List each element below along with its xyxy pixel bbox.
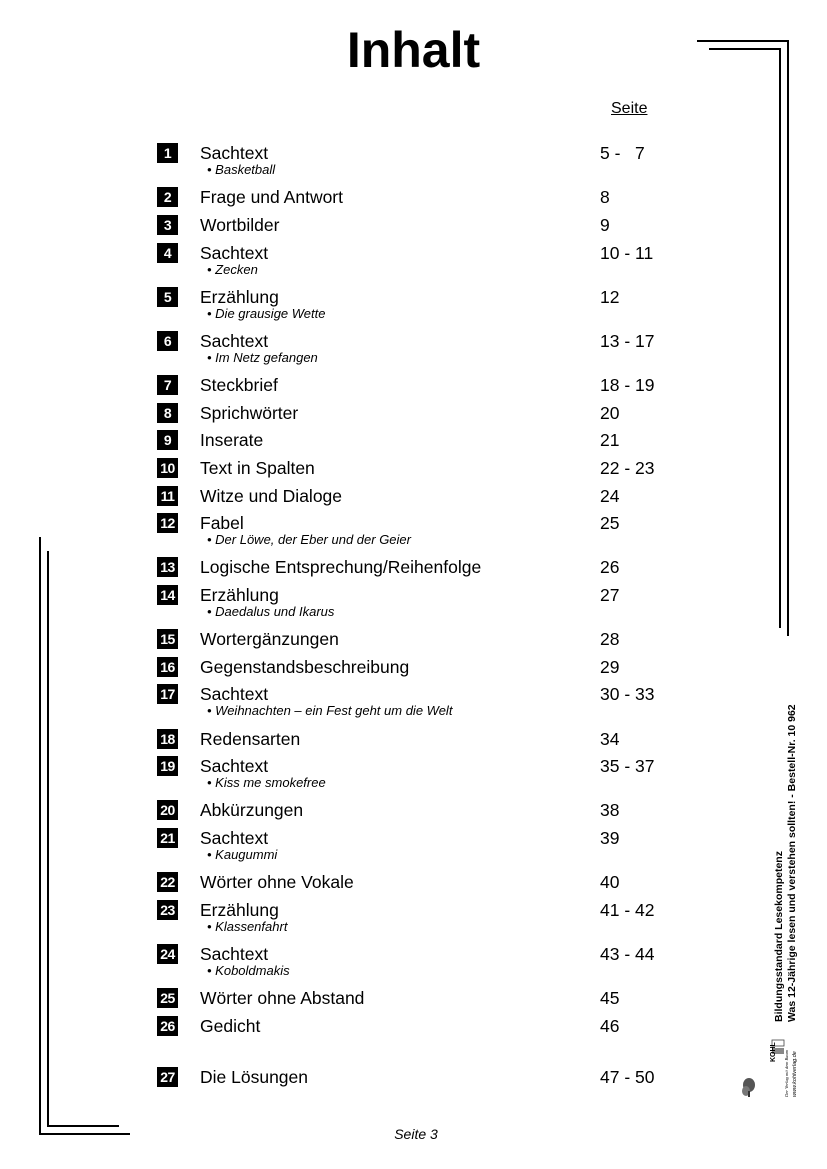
chapter-topic: Frage und Antwort (200, 187, 343, 207)
chapter-subtitle: • Daedalus und Ikarus (207, 604, 335, 619)
toc-entry (0, 430, 827, 460)
chapter-topic: Fabel (200, 513, 244, 533)
toc-entry (0, 657, 827, 687)
toc-entry (0, 756, 827, 790)
chapter-subtitle: • Weihnachten – ein Fest geht um die Welt (207, 703, 453, 718)
chapter-topic: Wörter ohne Abstand (200, 988, 365, 1008)
vertical-book-info (773, 704, 799, 1022)
chapter-pages: 34 (600, 729, 620, 749)
toc-entry (0, 187, 827, 217)
book-title-line: Bildungsstandard Lesekompetenz (773, 851, 785, 1022)
chapter-subtitle: • Im Netz gefangen (207, 350, 318, 365)
book-subtitle-line: Was 12-Jährige lesen und verstehen sollten! - Bestell-Nr. 10 962 (786, 704, 798, 1022)
toc-entry (0, 331, 827, 365)
toc-entry (0, 243, 827, 277)
toc-entry (0, 828, 827, 862)
chapter-pages: 40 (600, 872, 620, 892)
chapter-number-badge: 25 (157, 988, 178, 1008)
chapter-pages: 43 - 44 (600, 944, 655, 964)
chapter-number-badge: 24 (157, 944, 178, 964)
chapter-pages: 38 (600, 800, 620, 820)
chapter-number-badge: 12 (157, 513, 178, 533)
chapter-number-badge: 9 (157, 430, 178, 450)
toc-entry (0, 143, 827, 177)
toc-entry (0, 486, 827, 516)
chapter-number-badge: 20 (157, 800, 178, 820)
toc-entry (0, 944, 827, 978)
chapter-topic: Gegenstandsbeschreibung (200, 657, 410, 677)
chapter-subtitle: • Klassenfahrt (207, 919, 288, 934)
chapter-topic: Sachtext (200, 143, 269, 163)
frame-left-outer (39, 537, 41, 1135)
chapter-pages: 35 - 37 (600, 756, 655, 776)
chapter-pages: 47 - 50 (600, 1067, 655, 1087)
chapter-topic: Sachtext (200, 331, 269, 351)
chapter-pages: 10 - 11 (600, 243, 654, 263)
pages-column-header: Seite (611, 100, 648, 117)
chapter-topic: Erzählung (200, 287, 279, 307)
chapter-pages: 12 (600, 287, 620, 307)
chapter-number-badge: 16 (157, 657, 178, 677)
chapter-topic: Wortergänzungen (200, 629, 339, 649)
toc-entry (0, 458, 827, 488)
chapter-topic: Steckbrief (200, 375, 278, 395)
toc-entry (0, 684, 827, 718)
chapter-pages: 41 - 42 (600, 900, 655, 920)
publisher-url: www.kohlverlag.de (792, 1051, 798, 1097)
chapter-subtitle: • Kaugummi (207, 847, 278, 862)
chapter-topic: Redensarten (200, 729, 301, 749)
chapter-topic: Die Lösungen (200, 1067, 308, 1087)
toc-entry (0, 215, 827, 245)
chapter-topic: Inserate (200, 430, 264, 450)
chapter-topic: Witze und Dialoge (200, 486, 343, 506)
chapter-pages: 46 (600, 1016, 620, 1036)
chapter-number-badge: 27 (157, 1067, 178, 1087)
chapter-topic: Erzählung (200, 585, 279, 605)
chapter-subtitle: • Die grausige Wette (207, 306, 326, 321)
chapter-number-badge: 1 (157, 143, 178, 163)
toc-entry (0, 557, 827, 587)
chapter-subtitle: • Basketball (207, 162, 276, 177)
chapter-number-badge: 10 (157, 458, 178, 478)
toc-entry (0, 513, 827, 547)
chapter-topic: Sachtext (200, 756, 269, 776)
frame-top-right-inner (709, 48, 781, 50)
chapter-number-badge: 21 (157, 828, 178, 848)
chapter-pages: 29 (600, 657, 620, 677)
chapter-topic: Wörter ohne Vokale (200, 872, 354, 892)
toc-entry (0, 1016, 827, 1046)
toc-entry (0, 800, 827, 830)
toc-entry (0, 900, 827, 934)
toc-entry (0, 629, 827, 659)
chapter-number-badge: 6 (157, 331, 178, 351)
chapter-topic: Abkürzungen (200, 800, 304, 820)
chapter-topic: Text in Spalten (200, 458, 315, 478)
chapter-number-badge: 7 (157, 375, 178, 395)
chapter-pages: 30 - 33 (600, 684, 655, 704)
toc-entry (0, 403, 827, 433)
chapter-number-badge: 18 (157, 729, 178, 749)
chapter-number-badge: 17 (157, 684, 178, 704)
chapter-pages: 5 - 7 (600, 143, 645, 163)
chapter-number-badge: 23 (157, 900, 178, 920)
toc-entry (0, 872, 827, 902)
chapter-subtitle: • Zecken (207, 262, 258, 277)
chapter-topic: Sachtext (200, 828, 269, 848)
chapter-number-badge: 13 (157, 557, 178, 577)
chapter-number-badge: 15 (157, 629, 178, 649)
toc-entry (0, 287, 827, 321)
chapter-pages: 26 (600, 557, 620, 577)
chapter-subtitle: • Koboldmakis (207, 963, 290, 978)
chapter-pages: 27 (600, 585, 620, 605)
chapter-pages: 13 - 17 (600, 331, 655, 351)
chapter-pages: 20 (600, 403, 620, 423)
chapter-subtitle: • Kiss me smokefree (207, 775, 326, 790)
chapter-topic: Sachtext (200, 684, 269, 704)
chapter-number-badge: 8 (157, 403, 178, 423)
toc-entry (0, 585, 827, 619)
chapter-topic: Sprichwörter (200, 403, 299, 423)
chapter-pages: 25 (600, 513, 620, 533)
chapter-pages: 9 (600, 215, 610, 235)
chapter-number-badge: 19 (157, 756, 178, 776)
toc-entry (0, 375, 827, 405)
frame-left-inner (47, 551, 49, 1127)
chapter-pages: 18 - 19 (600, 375, 655, 395)
frame-top-right-outer (697, 40, 789, 42)
chapter-number-badge: 3 (157, 215, 178, 235)
frame-right-outer (787, 40, 789, 636)
chapter-topic: Sachtext (200, 944, 269, 964)
chapter-pages: 39 (600, 828, 620, 848)
toc-entry (0, 729, 827, 759)
chapter-number-badge: 26 (157, 1016, 178, 1036)
chapter-topic: Gedicht (200, 1016, 261, 1036)
toc-entry (0, 1067, 827, 1097)
chapter-topic: Erzählung (200, 900, 279, 920)
chapter-number-badge: 2 (157, 187, 178, 207)
chapter-number-badge: 14 (157, 585, 178, 605)
chapter-topic: Wortbilder (200, 215, 280, 235)
frame-right-inner (779, 48, 781, 628)
page-number-footer: Seite 3 (394, 1126, 438, 1142)
page-title: Inhalt (346, 22, 481, 78)
chapter-number-badge: 5 (157, 287, 178, 307)
chapter-subtitle: • Der Löwe, der Eber und der Geier (207, 532, 411, 547)
chapter-pages: 28 (600, 629, 620, 649)
chapter-number-badge: 22 (157, 872, 178, 892)
chapter-topic: Logische Entsprechung/Reihenfolge (200, 557, 482, 577)
publisher-tagline: Der Verlag mit dem Baum (784, 1050, 789, 1097)
chapter-pages: 21 (600, 430, 620, 450)
chapter-number-badge: 4 (157, 243, 178, 263)
chapter-pages: 45 (600, 988, 620, 1008)
chapter-pages: 24 (600, 486, 620, 506)
toc-entry (0, 988, 827, 1018)
chapter-pages: 8 (600, 187, 610, 207)
publisher-name: KOHL (770, 1042, 777, 1062)
chapter-pages: 22 - 23 (600, 458, 655, 478)
chapter-topic: Sachtext (200, 243, 269, 263)
chapter-number-badge: 11 (157, 486, 178, 506)
